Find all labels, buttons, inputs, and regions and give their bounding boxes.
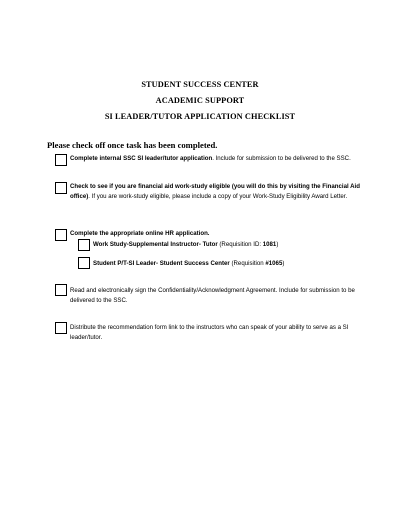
header-title: STUDENT SUCCESS CENTER bbox=[141, 80, 259, 89]
subitem-2-id: #1065 bbox=[265, 260, 283, 267]
checkbox-item-1[interactable] bbox=[55, 154, 67, 166]
item-5-text: Distribute the recommendation form link to the instructors who can speak of your ability to serve as a SI leader/tutor. bbox=[70, 324, 349, 341]
subitem-2-bold: Student P/T-SI Leader- Student Success Center bbox=[93, 260, 230, 267]
checkbox-item-5[interactable] bbox=[55, 322, 67, 334]
subitem-1-rest: (Requisition ID: bbox=[217, 241, 263, 248]
checkbox-item-2[interactable] bbox=[55, 182, 67, 194]
checkbox-subitem-1[interactable] bbox=[78, 239, 90, 251]
item-1-rest: . Include for submission to be delivered to the SSC. bbox=[212, 155, 351, 162]
checkbox-item-4[interactable] bbox=[55, 284, 67, 296]
item-2-bold: Check to see if you are financial aid work-study eligible (you will do this by visiting the Financial Aid office) bbox=[70, 183, 360, 200]
subitem-2-text bbox=[93, 259, 284, 268]
instructions: Please check off once task has been completed. bbox=[47, 140, 218, 150]
subitem-1-bold: Work Study-Supplemental Instructor- Tutor bbox=[93, 241, 218, 248]
item-3-bold: Complete the appropriate online HR application. bbox=[70, 230, 210, 237]
item-1-bold: Complete internal SSC SI leader/tutor application bbox=[70, 155, 213, 162]
item-2-rest: . If you are work-study eligible, please include a copy of your Work-Study Eligibility Award Letter. bbox=[88, 192, 348, 200]
item-4-text: Read and electronically sign the Confidentiality/Acknowledgment Agreement. Include for submission to be delivered to the SSC. bbox=[70, 287, 355, 304]
checkbox-item-3[interactable] bbox=[55, 229, 67, 241]
item-3-text bbox=[70, 229, 370, 239]
item-1-text bbox=[70, 154, 370, 164]
subitem-2-rest: (Requisition bbox=[229, 260, 266, 267]
subitem-1-text bbox=[93, 240, 278, 249]
subitem-1-id: 1081 bbox=[262, 241, 277, 248]
header-checklist-title: SI LEADER/TUTOR APPLICATION CHECKLIST bbox=[104, 112, 296, 121]
header-subtitle: ACADEMIC SUPPORT bbox=[155, 96, 245, 105]
item-2-text bbox=[70, 182, 370, 201]
checkbox-subitem-2[interactable] bbox=[78, 257, 90, 269]
subitem-2-end: ) bbox=[282, 260, 285, 267]
subitem-1-end: ) bbox=[276, 241, 279, 248]
